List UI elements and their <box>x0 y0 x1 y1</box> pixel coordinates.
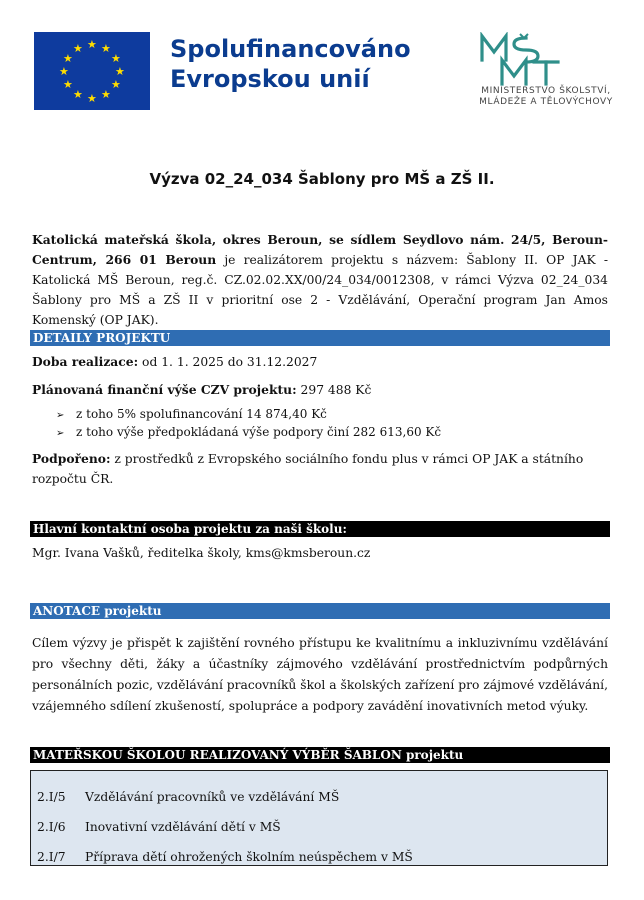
details-heading: DETAILY PROJEKTU <box>30 330 610 346</box>
msmt-logo-icon <box>476 32 616 88</box>
template-code: 2.I/6 <box>37 820 66 834</box>
msmt-logo <box>470 28 620 118</box>
support-label: Podpořeno: <box>32 451 111 466</box>
template-label: Inovativní vzdělávání dětí v MŠ <box>85 820 281 834</box>
template-code: 2.I/5 <box>37 790 66 804</box>
templates-heading: MATEŘSKOU ŠKOLOU REALIZOVANÝ VÝBĚR ŠABLON projektu <box>30 747 610 763</box>
intro-paragraph <box>32 230 608 330</box>
budget-value: 297 488 Kč <box>296 383 372 397</box>
intro-text: je realizátorem projektu s názvem: Šablony II. OP JAK - Katolická MŠ Beroun, reg.č. CZ.02.02.XX/00/24_034/0012308, v rámci Výzva 02_24_034 Šablony pro MŠ a ZŠ II v prioritní ose 2 - Vzdělávání, Operační program Jan Amos Komenský (OP JAK). <box>32 253 608 327</box>
budget-label: Plánovaná finanční výše CZV projektu: <box>32 382 297 397</box>
templates-table <box>30 770 608 866</box>
annotation-heading: ANOTACE projektu <box>30 603 610 619</box>
msmt-line1: MINISTERSTVO ŠKOLSTVÍ, <box>481 86 611 96</box>
bullet-item <box>56 406 327 424</box>
period-label: Doba realizace: <box>32 354 139 369</box>
document-title: Výzva 02_24_034 Šablony pro MŠ a ZŠ II. <box>149 170 495 188</box>
template-label: Příprava dětí ohrožených školním neúspěchem v MŠ <box>85 850 413 864</box>
arrow-bullet-icon: ➢ <box>56 428 65 439</box>
msmt-name <box>470 86 622 108</box>
budget-line <box>32 380 608 400</box>
bullet-text: z toho výše předpokládaná výše podpory činí 282 613,60 Kč <box>76 425 442 439</box>
arrow-bullet-icon: ➢ <box>56 410 65 421</box>
template-row <box>37 789 339 805</box>
eu-text-line2: Evropskou unií <box>170 65 370 93</box>
bullet-text: z toho 5% spolufinancování 14 874,40 Kč <box>76 407 327 421</box>
msmt-line2: MLÁDEŽE A TĚLOVÝCHOVY <box>479 97 613 107</box>
template-row <box>37 849 413 865</box>
eu-cofinanced-text <box>170 34 411 94</box>
annotation-text: Cílem výzvy je přispět k zajištění rovného přístupu ke kvalitnímu a inkluzivnímu vzdělávání pro všechny děti, žáky a účastníky zájmového vzdělávání prostřednictvím podpůrných personálních pozic, vzdělávání pracovníků škol a školských zařízení pro zájmové vzdělávání, vzájemného sdílení zkušeností, spolupráce a podpory zavádění inovativních metod výuky. <box>32 636 608 713</box>
period-value: od 1. 1. 2025 do 31.12.2027 <box>138 355 318 369</box>
eu-flag-icon: ★ ★ ★ ★ ★ ★ ★ ★ ★ ★ ★ ★ <box>34 32 150 110</box>
period-line <box>32 352 608 372</box>
template-label: Vzdělávání pracovníků ve vzdělávání MŠ <box>85 790 340 804</box>
eu-text-line1: Spolufinancováno <box>170 35 411 63</box>
template-row <box>37 819 281 835</box>
support-value: z prostředků z Evropského sociálního fondu plus v rámci OP JAK a státního rozpočtu ČR. <box>32 452 584 486</box>
contact-heading: Hlavní kontaktní osoba projektu za naši školu: <box>30 521 610 537</box>
support-line <box>32 449 608 489</box>
template-code: 2.I/7 <box>37 850 66 864</box>
logo-header <box>32 28 612 118</box>
bullet-item <box>56 424 441 442</box>
contact-value: Mgr. Ivana Vašků, ředitelka školy, kms@kmsberoun.cz <box>32 546 371 560</box>
intro-school-name: Katolická mateřská škola, okres Beroun, se sídlem Seydlovo nám. 24/5, Beroun-Centrum, 266 01 Beroun <box>32 232 608 267</box>
